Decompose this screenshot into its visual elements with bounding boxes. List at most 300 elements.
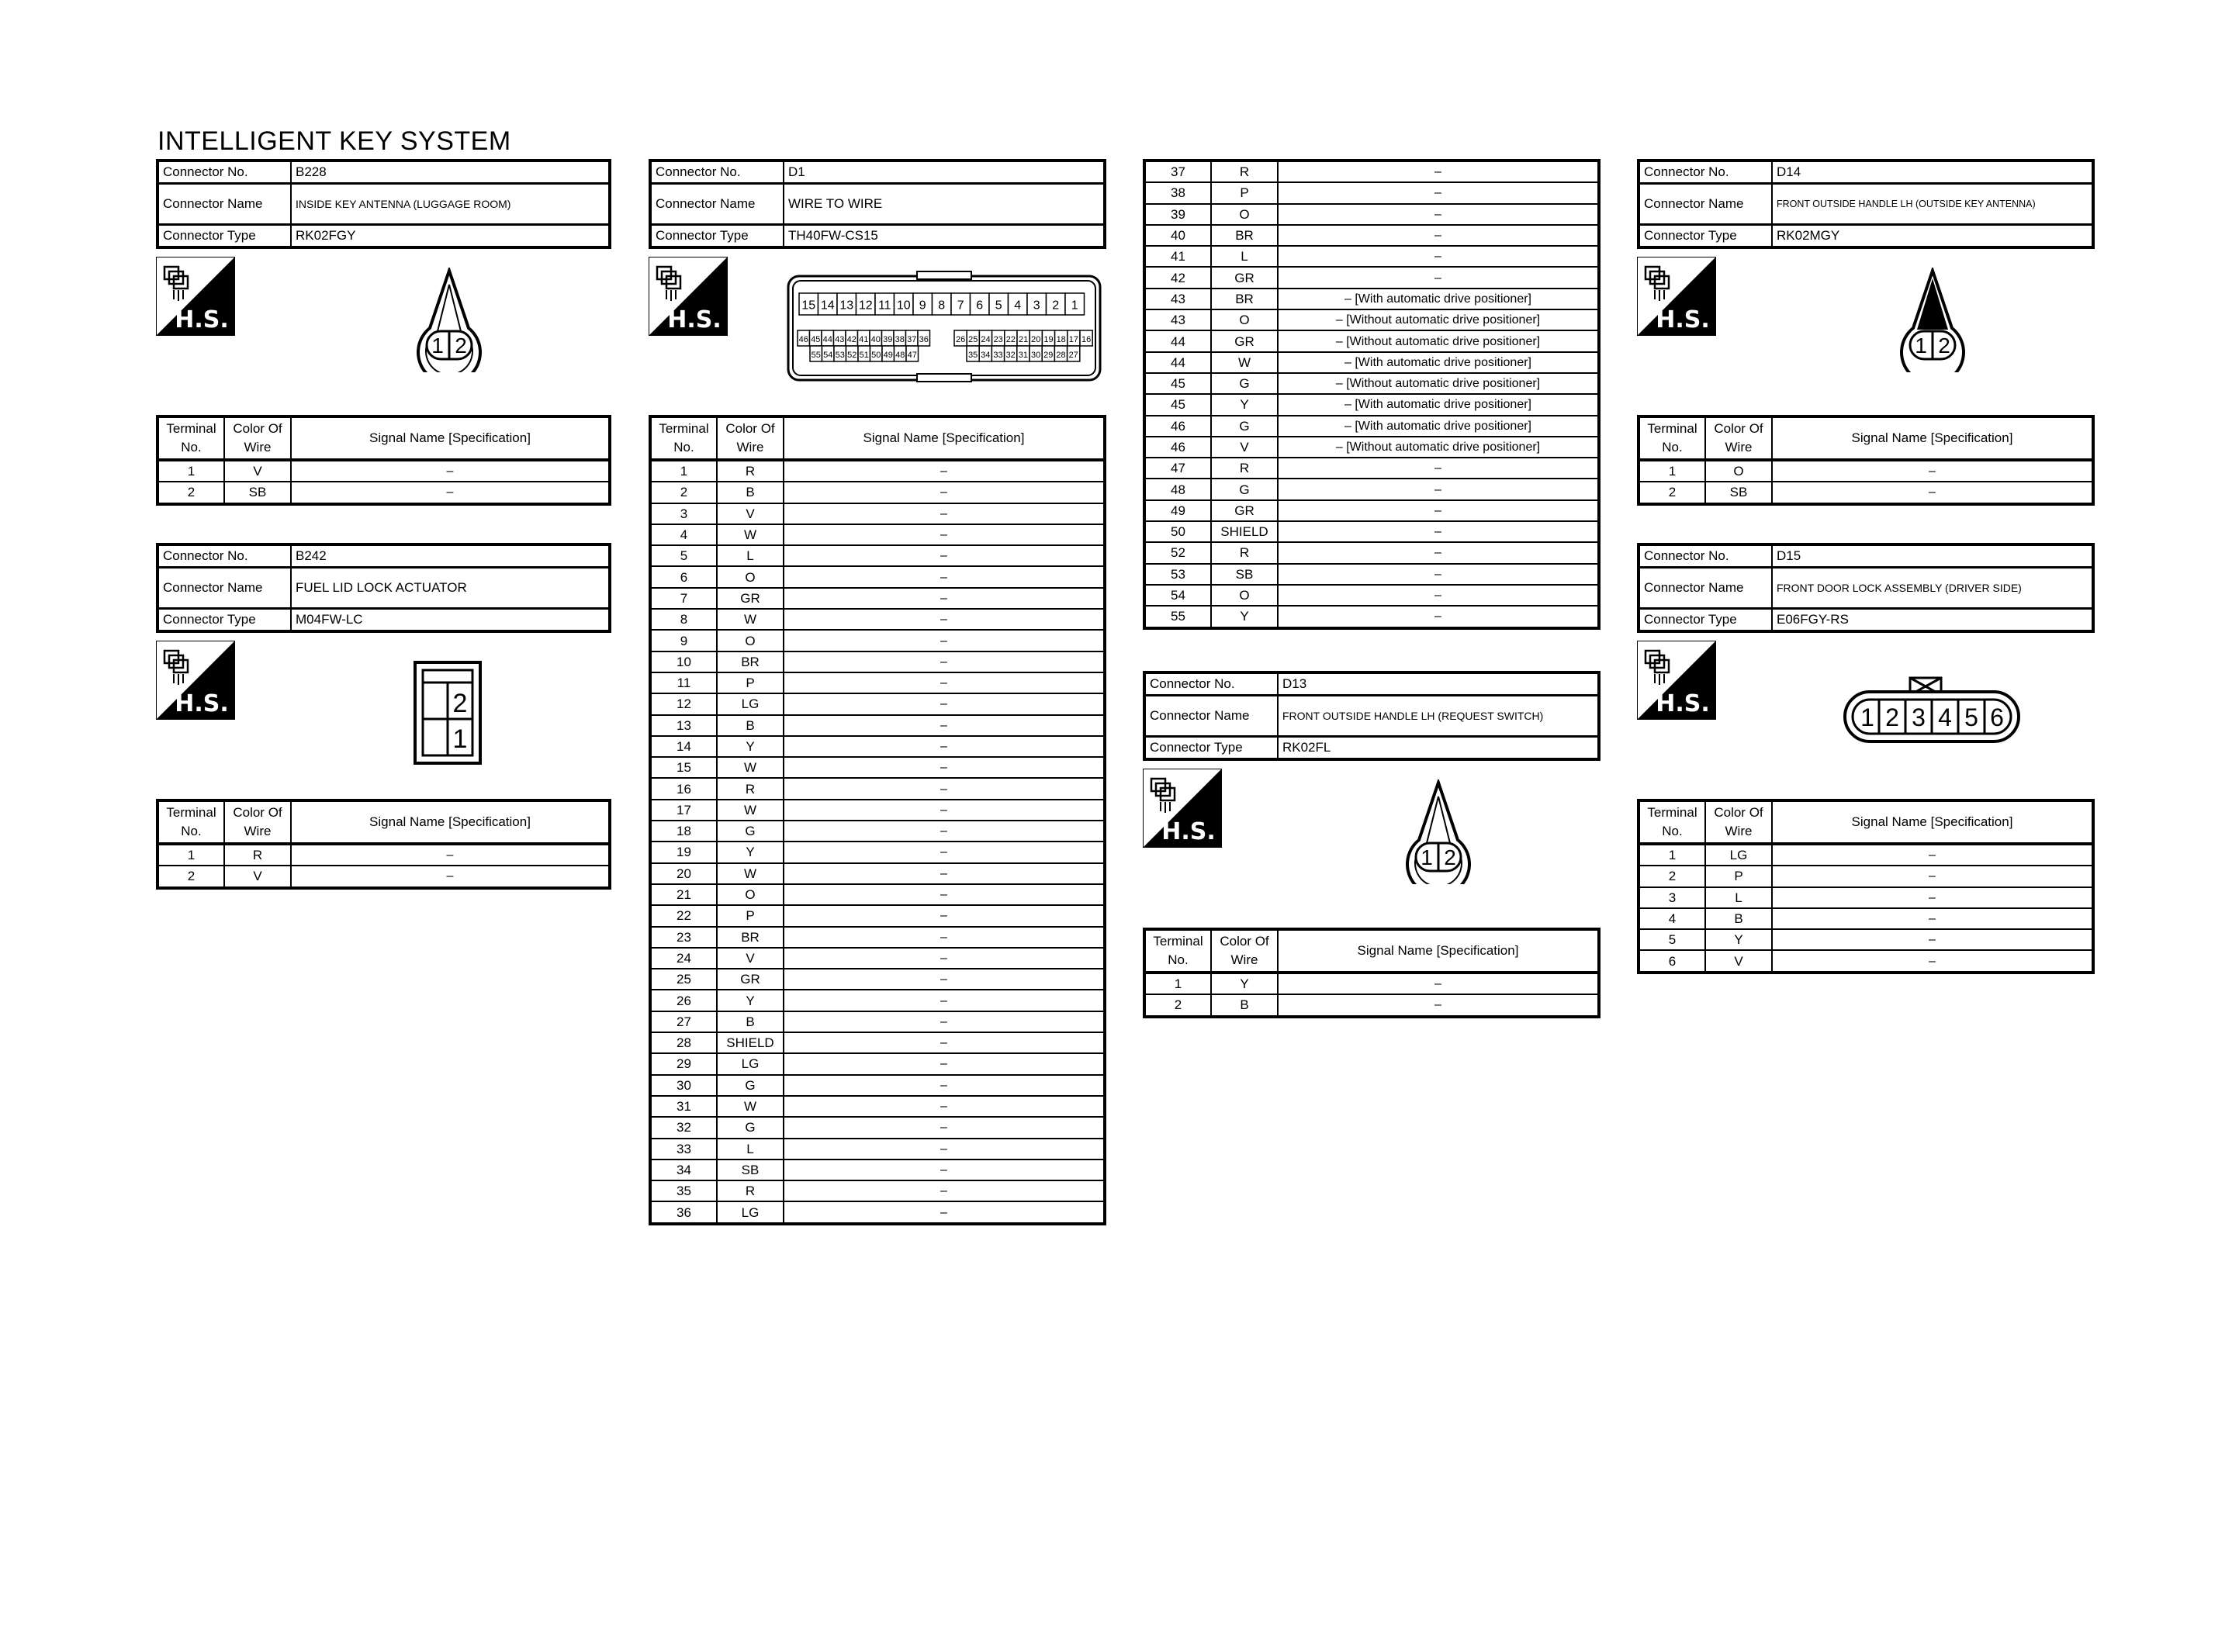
pin-number: 37 — [907, 334, 917, 344]
wire-color-cell: V — [1705, 950, 1772, 972]
harness-side-icon — [1637, 257, 1716, 336]
terminal-cell: 49 — [1144, 500, 1211, 521]
terminal-cell: 14 — [650, 736, 717, 757]
terminal-cell: 2 — [157, 866, 224, 887]
pin-number: 52 — [847, 350, 857, 360]
signal-cell: – — [784, 757, 1105, 778]
wire-color-cell: V — [717, 948, 784, 969]
table-row — [1144, 458, 1599, 479]
pin-number: 6 — [976, 299, 984, 313]
signal-cell: – [With automatic drive positioner] — [1278, 289, 1599, 309]
signal-cell: – — [784, 503, 1105, 524]
wire-color-cell: BR — [1211, 225, 1278, 246]
svg-text:2: 2 — [1938, 334, 1950, 358]
terminal-cell: 37 — [1144, 161, 1211, 182]
pin-number: 2 — [1052, 299, 1060, 313]
table-row — [1144, 585, 1599, 606]
connector-name-value: WIRE TO WIRE — [784, 184, 1105, 225]
terminal-cell: 43 — [1144, 289, 1211, 309]
table-row — [1144, 564, 1599, 585]
wire-color-cell: SB — [1705, 482, 1772, 503]
connector-no-value: B242 — [291, 544, 610, 568]
svg-text:1: 1 — [1421, 845, 1433, 869]
header-wire-color: Color Of Wire — [224, 416, 291, 460]
table-row — [650, 482, 1105, 503]
connector-d14-info — [1637, 159, 2095, 249]
wire-color-cell: SHIELD — [717, 1032, 784, 1053]
pin-number: 23 — [993, 334, 1003, 344]
table-row — [650, 1032, 1105, 1053]
terminal-cell: 53 — [1144, 564, 1211, 585]
wire-color-cell: O — [717, 630, 784, 651]
wire-color-cell: P — [717, 672, 784, 693]
terminal-cell: 17 — [650, 800, 717, 821]
signal-cell: – — [784, 1075, 1105, 1096]
terminal-cell: 45 — [1144, 373, 1211, 394]
table-row — [650, 588, 1105, 609]
signal-cell: – — [1278, 204, 1599, 225]
terminal-cell: 19 — [650, 842, 717, 862]
wire-color-cell: R — [1211, 542, 1278, 563]
connector-d13-pin-table — [1143, 928, 1601, 1018]
signal-cell: – — [1772, 950, 2093, 972]
signal-cell: – — [784, 482, 1105, 503]
label-connector-no: Connector No. — [157, 161, 291, 184]
svg-text:2: 2 — [1444, 845, 1456, 869]
table-row — [1144, 994, 1599, 1016]
terminal-cell: 3 — [1639, 887, 1705, 908]
signal-cell: – — [784, 1053, 1105, 1074]
pin-number: 30 — [1030, 350, 1041, 360]
terminal-cell: 11 — [650, 672, 717, 693]
signal-cell: – — [784, 800, 1105, 821]
signal-cell: – — [784, 1160, 1105, 1180]
svg-text:2: 2 — [1885, 703, 1899, 731]
terminal-cell: 2 — [157, 482, 224, 503]
terminal-cell: 1 — [157, 460, 224, 482]
connector-d15-pin-table — [1637, 799, 2095, 974]
wire-color-cell: Y — [1211, 606, 1278, 627]
header-signal: Signal Name [Specification] — [1278, 929, 1599, 973]
wire-color-cell: P — [1211, 182, 1278, 203]
pin-number: 10 — [896, 299, 911, 313]
signal-cell: – — [1278, 182, 1599, 203]
header-wire-color: Color Of Wire — [1211, 929, 1278, 973]
wire-color-cell: R — [717, 778, 784, 799]
terminal-cell: 46 — [1144, 416, 1211, 437]
pin-number: 26 — [955, 334, 966, 344]
connector-d14-face — [1893, 268, 1972, 372]
wire-color-cell: Y — [717, 842, 784, 862]
table-row — [1144, 161, 1599, 182]
wire-color-cell: BR — [717, 927, 784, 948]
table-row — [650, 1075, 1105, 1096]
signal-cell: – — [784, 651, 1105, 672]
pin-number: 53 — [835, 350, 845, 360]
signal-cell: – — [1278, 585, 1599, 606]
label-connector-type: Connector Type — [650, 225, 784, 248]
table-row — [1639, 929, 2093, 950]
wire-color-cell: O — [717, 884, 784, 905]
connector-no-value: D15 — [1772, 544, 2093, 568]
terminal-cell: 5 — [650, 545, 717, 566]
table-row — [1144, 204, 1599, 225]
signal-cell: – — [784, 1032, 1105, 1053]
signal-cell: – — [1772, 844, 2093, 866]
pin-number: 13 — [839, 299, 854, 313]
table-row — [650, 863, 1105, 884]
wire-color-cell: O — [1705, 460, 1772, 482]
pin-number: 48 — [895, 350, 905, 360]
wire-color-cell: W — [717, 800, 784, 821]
harness-side-icon — [156, 641, 235, 720]
wire-color-cell: O — [1211, 309, 1278, 330]
pin-number: 17 — [1068, 334, 1079, 344]
terminal-cell: 8 — [650, 609, 717, 630]
terminal-cell: 1 — [1639, 844, 1705, 866]
signal-cell: – — [1772, 460, 2093, 482]
header-terminal: Terminal No. — [157, 800, 224, 844]
table-row — [1144, 416, 1599, 437]
signal-cell: – — [1772, 866, 2093, 886]
terminal-cell: 18 — [650, 821, 717, 842]
connector-type-value: M04FW-LC — [291, 609, 610, 632]
table-row — [650, 715, 1105, 736]
table-row — [650, 566, 1105, 587]
wire-color-cell: G — [1211, 373, 1278, 394]
terminal-cell: 48 — [1144, 479, 1211, 499]
signal-cell: – — [784, 863, 1105, 884]
wire-color-cell: V — [1211, 437, 1278, 458]
harness-side-icon — [156, 257, 235, 336]
table-row — [650, 927, 1105, 948]
wire-color-cell: W — [717, 1096, 784, 1117]
connector-d13-face — [1399, 779, 1478, 884]
table-row — [650, 1201, 1105, 1223]
table-row — [1144, 542, 1599, 563]
terminal-cell: 22 — [650, 905, 717, 926]
table-row — [650, 969, 1105, 990]
signal-cell: – — [784, 545, 1105, 566]
signal-cell: – — [784, 1201, 1105, 1223]
pin-number: 14 — [820, 299, 835, 313]
table-row — [650, 800, 1105, 821]
table-row — [1639, 887, 2093, 908]
signal-cell: – — [784, 630, 1105, 651]
table-row — [650, 884, 1105, 905]
terminal-cell: 39 — [1144, 204, 1211, 225]
header-terminal: Terminal No. — [1639, 800, 1705, 844]
table-row — [650, 736, 1105, 757]
hs-label: H.S. — [175, 306, 229, 334]
pin-number: 42 — [846, 334, 856, 344]
connector-d1-face — [787, 268, 1102, 383]
connector-type-value: TH40FW-CS15 — [784, 225, 1105, 248]
wire-color-cell: W — [717, 863, 784, 884]
signal-cell: – — [784, 821, 1105, 842]
wire-color-cell: W — [717, 524, 784, 545]
terminal-cell: 15 — [650, 757, 717, 778]
connector-d13-info — [1143, 671, 1601, 761]
page-title: INTELLIGENT KEY SYSTEM — [157, 126, 511, 156]
wire-color-cell: GR — [1211, 267, 1278, 288]
signal-cell: – — [1278, 161, 1599, 182]
pin-number: 21 — [1018, 334, 1029, 344]
terminal-cell: 43 — [1144, 309, 1211, 330]
signal-cell: – — [784, 1180, 1105, 1201]
wire-color-cell: LG — [717, 693, 784, 714]
connector-type-value: RK02FL — [1278, 737, 1599, 760]
signal-cell: – — [1278, 479, 1599, 499]
table-row — [1144, 973, 1599, 994]
signal-cell: – — [1278, 973, 1599, 994]
signal-cell: – [With automatic drive positioner] — [1278, 352, 1599, 373]
pin-number: 12 — [858, 299, 873, 313]
table-row — [1144, 437, 1599, 458]
table-row — [1639, 482, 2093, 503]
connector-b228-info — [156, 159, 611, 249]
wire-color-cell: G — [717, 1075, 784, 1096]
connector-b228-pin-table — [156, 415, 611, 506]
signal-cell: – — [784, 1011, 1105, 1032]
terminal-cell: 46 — [1144, 437, 1211, 458]
table-row — [157, 460, 610, 482]
wire-color-cell: LG — [717, 1201, 784, 1223]
pin-number: 45 — [811, 334, 821, 344]
terminal-cell: 1 — [157, 844, 224, 866]
terminal-cell: 7 — [650, 588, 717, 609]
signal-cell: – — [784, 1117, 1105, 1138]
wire-color-cell: SHIELD — [1211, 521, 1278, 542]
table-row — [650, 503, 1105, 524]
terminal-cell: 26 — [650, 990, 717, 1011]
header-wire-color: Color Of Wire — [1705, 416, 1772, 460]
signal-cell: – — [1278, 564, 1599, 585]
table-row — [1639, 908, 2093, 929]
pin-number: 55 — [811, 350, 821, 360]
table-row — [650, 1117, 1105, 1138]
wire-color-cell: GR — [1211, 330, 1278, 351]
table-row — [1144, 309, 1599, 330]
signal-cell: – — [291, 460, 610, 482]
terminal-cell: 30 — [650, 1075, 717, 1096]
terminal-cell: 2 — [1639, 866, 1705, 886]
terminal-cell: 33 — [650, 1139, 717, 1160]
table-row — [1144, 352, 1599, 373]
connector-d15-face — [1842, 676, 2022, 746]
pin-number: 19 — [1043, 334, 1054, 344]
pin-number: 27 — [1068, 350, 1078, 360]
wire-color-cell: V — [224, 460, 291, 482]
signal-cell: – — [1278, 225, 1599, 246]
wire-color-cell: Y — [717, 736, 784, 757]
harness-side-icon — [1637, 641, 1716, 720]
hs-label: H.S. — [667, 306, 722, 334]
signal-cell: – — [784, 609, 1105, 630]
pin-number: 16 — [1081, 334, 1092, 344]
table-row — [650, 651, 1105, 672]
header-signal: Signal Name [Specification] — [291, 800, 610, 844]
pin-number: 43 — [835, 334, 845, 344]
svg-text:1: 1 — [1860, 703, 1874, 731]
signal-cell: – — [784, 566, 1105, 587]
wire-color-cell: L — [717, 1139, 784, 1160]
table-row — [650, 842, 1105, 862]
label-connector-name: Connector Name — [1144, 696, 1278, 737]
wire-color-cell: O — [1211, 204, 1278, 225]
connector-no-value: B228 — [291, 161, 610, 184]
table-row — [1144, 246, 1599, 267]
table-row — [650, 460, 1105, 482]
label-connector-type: Connector Type — [1144, 737, 1278, 760]
pin-number: 20 — [1031, 334, 1041, 344]
pin-number: 44 — [822, 334, 832, 344]
table-row — [650, 672, 1105, 693]
pin-number: 9 — [919, 299, 926, 313]
signal-cell: – — [784, 990, 1105, 1011]
connector-d1-pin-table — [649, 415, 1106, 1225]
pin-number: 41 — [859, 334, 869, 344]
table-row — [1639, 460, 2093, 482]
table-row — [650, 1096, 1105, 1117]
wire-color-cell: LG — [1705, 844, 1772, 866]
connector-no-value: D14 — [1772, 161, 2093, 184]
pin-number: 31 — [1018, 350, 1029, 360]
svg-text:1: 1 — [1915, 334, 1927, 358]
signal-cell: – — [1772, 929, 2093, 950]
table-row — [650, 757, 1105, 778]
terminal-cell: 3 — [650, 503, 717, 524]
terminal-cell: 21 — [650, 884, 717, 905]
pin-number: 3 — [1033, 299, 1040, 313]
terminal-cell: 41 — [1144, 246, 1211, 267]
wire-color-cell: W — [717, 609, 784, 630]
terminal-cell: 55 — [1144, 606, 1211, 627]
label-connector-type: Connector Type — [1639, 609, 1772, 632]
terminal-cell: 6 — [650, 566, 717, 587]
signal-cell: – — [784, 715, 1105, 736]
wire-color-cell: G — [717, 821, 784, 842]
signal-cell: – — [1772, 482, 2093, 503]
terminal-cell: 25 — [650, 969, 717, 990]
connector-name-value: FRONT OUTSIDE HANDLE LH (OUTSIDE KEY ANTENNA) — [1772, 184, 2093, 225]
signal-cell: – [With automatic drive positioner] — [1278, 416, 1599, 437]
signal-cell: – — [784, 884, 1105, 905]
pin-number: 35 — [967, 350, 978, 360]
table-row — [1144, 330, 1599, 351]
wire-color-cell: W — [1211, 352, 1278, 373]
terminal-cell: 44 — [1144, 352, 1211, 373]
pin-number: 51 — [859, 350, 869, 360]
wire-color-cell: GR — [717, 969, 784, 990]
signal-cell: – — [1278, 458, 1599, 479]
label-connector-type: Connector Type — [157, 225, 291, 248]
terminal-cell: 47 — [1144, 458, 1211, 479]
terminal-cell: 32 — [650, 1117, 717, 1138]
wire-color-cell: P — [717, 905, 784, 926]
table-row — [157, 866, 610, 887]
table-row — [1144, 479, 1599, 499]
label-connector-no: Connector No. — [157, 544, 291, 568]
svg-text:3: 3 — [1912, 703, 1926, 731]
signal-cell: – — [1278, 521, 1599, 542]
wire-color-cell: BR — [717, 651, 784, 672]
signal-cell: – [Without automatic drive positioner] — [1278, 373, 1599, 394]
connector-d1-info — [649, 159, 1106, 249]
table-row — [650, 905, 1105, 926]
table-row — [650, 778, 1105, 799]
pin-number: 8 — [938, 299, 946, 313]
table-row — [650, 693, 1105, 714]
terminal-cell: 9 — [650, 630, 717, 651]
wire-color-cell: L — [1705, 887, 1772, 908]
signal-cell: – — [784, 1139, 1105, 1160]
svg-text:1: 1 — [431, 334, 444, 358]
wire-color-cell: B — [717, 482, 784, 503]
connector-type-value: E06FGY-RS — [1772, 609, 2093, 632]
terminal-cell: 12 — [650, 693, 717, 714]
terminal-cell: 4 — [1639, 908, 1705, 929]
table-row — [1144, 394, 1599, 415]
connector-b242-face — [414, 661, 482, 765]
terminal-cell: 2 — [1144, 994, 1211, 1016]
wire-color-cell: B — [1211, 994, 1278, 1016]
table-row — [1144, 182, 1599, 203]
label-connector-name: Connector Name — [1639, 568, 1772, 609]
wire-color-cell: Y — [1211, 973, 1278, 994]
pin-number: 33 — [993, 350, 1003, 360]
svg-text:6: 6 — [1990, 703, 2004, 731]
connector-no-value: D1 — [784, 161, 1105, 184]
wire-color-cell: Y — [717, 990, 784, 1011]
terminal-cell: 5 — [1639, 929, 1705, 950]
wire-color-cell: B — [717, 715, 784, 736]
table-row — [157, 844, 610, 866]
header-signal: Signal Name [Specification] — [784, 416, 1105, 460]
signal-cell: – — [784, 842, 1105, 862]
terminal-cell: 42 — [1144, 267, 1211, 288]
wire-color-cell: V — [717, 503, 784, 524]
wire-color-cell: O — [1211, 585, 1278, 606]
connector-type-value: RK02FGY — [291, 225, 610, 248]
signal-cell: – — [784, 927, 1105, 948]
wire-color-cell: L — [717, 545, 784, 566]
pin-number: 1 — [1071, 299, 1078, 313]
signal-cell: – — [784, 460, 1105, 482]
signal-cell: – — [1278, 542, 1599, 563]
table-row — [1639, 866, 2093, 886]
signal-cell: – — [1278, 994, 1599, 1016]
header-terminal: Terminal No. — [1639, 416, 1705, 460]
wire-color-cell: L — [1211, 246, 1278, 267]
signal-cell: – — [1278, 606, 1599, 627]
wire-color-cell: SB — [1211, 564, 1278, 585]
wire-color-cell: G — [1211, 479, 1278, 499]
signal-cell: – — [1772, 887, 2093, 908]
table-row — [157, 482, 610, 503]
signal-cell: – — [784, 588, 1105, 609]
signal-cell: – — [784, 672, 1105, 693]
pin-number: 29 — [1043, 350, 1054, 360]
harness-side-icon — [649, 257, 728, 336]
terminal-cell: 28 — [650, 1032, 717, 1053]
signal-cell: – — [784, 948, 1105, 969]
table-row — [1144, 521, 1599, 542]
signal-cell: – — [784, 693, 1105, 714]
table-row — [1639, 844, 2093, 866]
terminal-cell: 4 — [650, 524, 717, 545]
connector-no-value: D13 — [1278, 672, 1599, 696]
